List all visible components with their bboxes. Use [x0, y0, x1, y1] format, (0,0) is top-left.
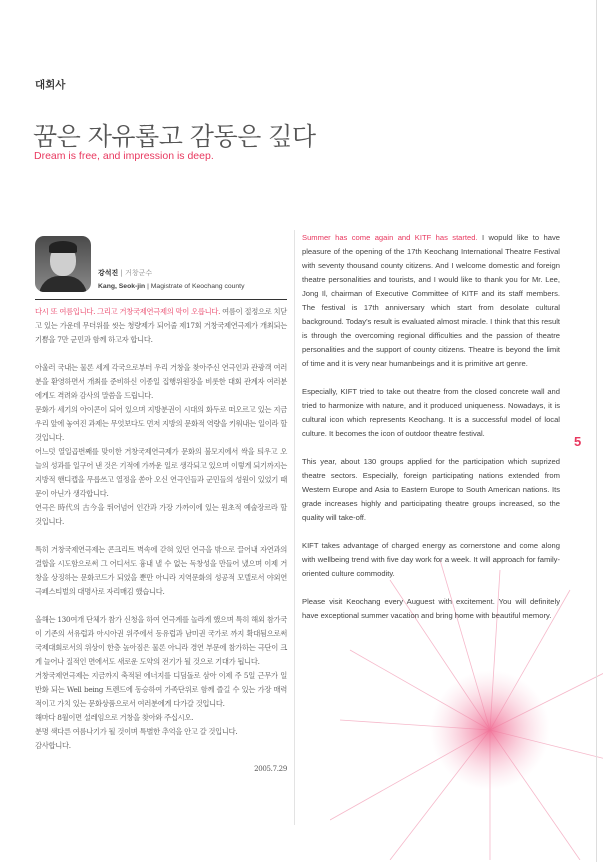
- paragraph: 아울러 국내는 물론 세계 각국으로부터 우리 거창을 찾아주신 연극인과 관광객 여러분을 환영하면서 개최를 준비하신 이종일 집행위원장을 비롯한 대회 관계자 여러분에게도 격려와 감사의 말씀을 드립니다.: [35, 363, 287, 400]
- paragraph: 올해는 130여개 단체가 참가 신청을 하여 연극계를 놀라게 했으며 특히 해외 참가국이 기존의 서유럽과 아시아권 위주에서 동유럽과 남미권 국가로 까지 확대됨으로써 국제대회로서의 위상이 한층 높아짐은 물론 아니라 경연 부문에 참가하는 극단이 크게 늘어나 질적인 면에서도 새로운 도약의 전기가 될 것으로 기대가 됩니다.: [35, 615, 287, 666]
- page-number: 5: [574, 434, 582, 449]
- paragraph: Especially, KIFT tried to take out theatre from the closed concrete wall and tried to harmonize with nature, and it produced uniqueness. Nowadays, it is cultural icon which represents Keochang. It is a successful model of local culture. It becomes the icon of outdoor theatre festival.: [302, 387, 560, 438]
- page-subtitle: Dream is free, and impression is deep.: [34, 150, 214, 162]
- paragraph: Please visit Keochang every Auguest with excitement. You will definitely have exceptional summer vacation and bring home with beautiful memory.: [302, 597, 560, 620]
- author-name-ko: 강석진 | 거창군수: [98, 269, 153, 277]
- paragraph: This year, about 130 groups applied for the participation which suprized theatre sectors. Especially, foreign participating nations extended from Western Europe and Asia to Eastern Europe to South American nations. Its grade increases highly and participating theatre groups increased, so the quality will take-off.: [302, 457, 560, 522]
- english-column: Summer has come again and KITF has started. I wopuld like to have pleasure of the opening of the 17th Keochang International Theatre Festival with seventy thousand county citizens. And I welcome domestic and foreign theatre personalities and tourists, and I would like to thank you for Mr. Lee, Jong Il, chairman of Executive Committee of KITF and its staff members. The festival is 17th anniversary which start from desolate cultural background. Today's result is evaluated almost miracle. I think that this result is through the overcoming regional difficulties and the passion of theatre personalities and the support of county citizens. Theatre is beyond the limit of time and it is very near humanbeings and it is primitive art genre. Especially, KIFT tried to take out theatre from the closed concrete wall and tried to harmonize with nature, and it produced uniqueness. Nowadays, it is cultural icon which represents Keochang. It is a successful model of local culture. It becomes the icon of outdoor theatre festival. This year, about 130 groups applied for the participation which suprized theatre sectors. Especially, foreign participating nations extended from Western Europe and Asia to Eastern Europe to South American nations. Its grade increases highly and participating theatre groups increased, so the quality will take-off. KIFT takes advantage of charged energy as cornerstone and come along with wellbeing trend with five day work for a week. It will approach for family-oriented culture commodity. Please visit Keochang every Auguest with excitement. You will definitely have exceptional summer vacation and bring home with beautiful memory.: [302, 231, 560, 637]
- paragraph: KIFT takes advantage of charged energy as cornerstone and come along with wellbeing trend with five day work for a week. It will approach for family-oriented culture commodity.: [302, 541, 560, 578]
- paragraph: 해마다 8월이면 설레임으로 거창을 찾아와 주십시오.: [35, 713, 194, 722]
- section-label: 대회사: [35, 79, 66, 91]
- korean-column: 다시 또 여름입니다. 그리고 거창국제연극제의 막이 오릅니다. 여름이 절정으로 치닫고 있는 가운데 무더위를 씻는 청량제가 되어줄 제17회 거창국제연극제가 개최되는 기쁨을 7만 군민과 함께 하고자 합니다. 아울러 국내는 물론 세계 각국으로부터 우리 거창을 찾아주신 연극인과 관광객 여러분을 환영하면서 개최를 준비하신 이종일 집행위원장을 비롯한 대회 관계자 여러분에게도 격려와 감사의 말씀을 드립니다. 문화가 세기의 아이콘이 되어 있으며 지방분권이 시대의 화두로 떠오르고 있는 지금 우리 앞에 놓여진 과제는 무엇보다도 먼저 지방의 문화적 역량을 키워내는 일이라 할 것입니다. 어느덧 열일곱번째를 맞이한 거창국제연극제가 문화의 불모지에서 싹을 틔우고 오늘의 성과를 일구어 낸 것은 기적에 가까운 일로 생각되고 있으며 이렇게 되기까지는 지방적 핸디캡을 무릅쓰고 열정을 쏟아 오신 연극인들과 군민들의 성원이 있었기 때문이 아닌가 생각합니다. 연극은 時代의 古今을 뛰어넘어 인간과 가장 가까이에 있는 원초적 예술장르라 할 것입니다. 특히 거창국제연극제는 콘크리트 벽속에 갇혀 있던 연극을 밖으로 끌어내 자연과의 결합을 시도함으로써 그 어디서도 흉내 낼 수 없는 독창성을 만들어 냈으며 이제 거창을 상징하는 문화코드가 되었을 뿐만 아니라 지역문화의 성공적 모델로서 야외연극페스티벌의 대명사로 자리매김 했습니다. 올해는 130여개 단체가 참가 신청을 하여 연극계를 놀라게 했으며 특히 해외 참가국이 기존의 서유럽과 아시아권 위주에서 동유럽과 남미권 국가로 까지 확대됨으로써 국제대회로서의 위상이 한층 높아짐은 물론 아니라 경연 부문에 참가하는 극단이 크게 늘어나 질적인 면에서도 새로운 도약의 전기가 될 것으로 기대가 됩니다. 거창국제연극제는 지금까지 축적된 에너지를 디딤돌로 삼아 이제 주 5일 근무가 일반화 되는 Well being 트렌드에 동승하여 가족단위로 함께 즐길 수 있는 가장 매력적이고 가치 있는 문화상품으로서 여러분에게 다가갈 것입니다. 해마다 8월이면 설레임으로 거창을 찾아와 주십시오. 분명 색다른 여름나기가 될 것이며 특별한 추억을 안고 갈 것입니다. 감사합니다. 2005.7.29: [35, 307, 288, 773]
- paragraph: 특히 거창국제연극제는 콘크리트 벽속에 갇혀 있던 연극을 밖으로 끌어내 자연과의 결합을 시도함으로써 그 어디서도 흉내 낼 수 없는 독창성을 만들어 냈으며 이제 거창을 상징하는 문화코드가 되었을 뿐만 아니라 지역문화의 성공적 모델로서 야외연극페스티벌의 대명사로 자리매김 했습니다.: [35, 545, 287, 596]
- korean-lead: 다시 또 여름입니다. 그리고 거창국제연극제의 막이 오릅니다.: [35, 307, 221, 316]
- paragraph: 거창국제연극제는 지금까지 축적된 에너지를 디딤돌로 삼아 이제 주 5일 근무가 일반화 되는 Well being 트렌드에 동승하여 가족단위로 함께 즐길 수 있는 가장 매력적이고 가치 있는 문화상품으로서 여러분에게 다가갈 것입니다.: [35, 671, 287, 708]
- column-divider: [294, 230, 295, 825]
- paragraph: 감사합니다.: [35, 741, 71, 750]
- page-edge: [596, 0, 597, 862]
- author-name-en: Kang, Seok-jin | Magistrate of Keochang county: [98, 283, 245, 290]
- author-photo: [35, 236, 91, 292]
- paragraph: 문화가 세기의 아이콘이 되어 있으며 지방분권이 시대의 화두로 떠오르고 있는 지금 우리 앞에 놓여진 과제는 무엇보다도 먼저 지방의 문화적 역량을 키워내는 일이라 할 것입니다.: [35, 405, 287, 442]
- page-title: 꿈은 자유롭고 감동은 깊다: [33, 122, 316, 151]
- paragraph: 분명 색다른 여름나기가 될 것이며 특별한 추억을 안고 갈 것입니다.: [35, 727, 238, 736]
- author-role: 거창군수: [125, 269, 153, 277]
- paragraph: 연극은 時代의 古今을 뛰어넘어 인간과 가장 가까이에 있는 원초적 예술장르라 할 것입니다.: [35, 503, 287, 526]
- date: 2005.7.29: [254, 765, 287, 773]
- paragraph: 어느덧 열일곱번째를 맞이한 거창국제연극제가 문화의 불모지에서 싹을 틔우고 오늘의 성과를 일구어 낸 것은 기적에 가까운 일로 생각되고 있으며 이렇게 되기까지는 지방적 핸디캡을 무릅쓰고 열정을 쏟아 오신 연극인들과 군민들의 성원이 있었기 때문이 아닌가 생각합니다.: [35, 447, 287, 498]
- english-lead: Summer has come again and KITF has started.: [302, 233, 478, 242]
- divider: [35, 299, 287, 300]
- author-name: 강석진: [98, 269, 119, 277]
